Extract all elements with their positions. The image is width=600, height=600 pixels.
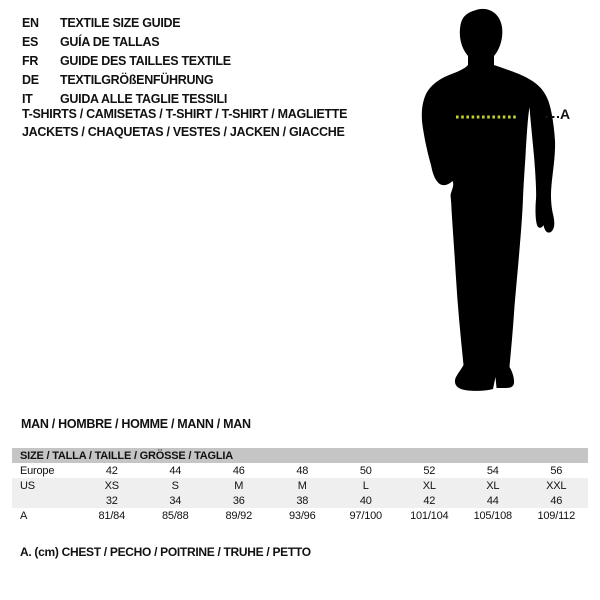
table-cell: 32 — [105, 494, 118, 507]
table-cell: 52 — [423, 464, 436, 477]
language-label: TEXTILGRÖßENFÜHRUNG — [60, 72, 214, 87]
language-code: EN — [22, 15, 39, 30]
table-cell: 97/100 — [349, 509, 382, 522]
language-code: ES — [22, 34, 39, 49]
table-cell: 54 — [486, 464, 499, 477]
table-cell: 42 — [105, 464, 118, 477]
language-label: GUIDA ALLE TAGLIE TESSILI — [60, 91, 228, 106]
language-label: TEXTILE SIZE GUIDE — [60, 15, 181, 30]
size-table — [12, 448, 588, 523]
table-cell: 44 — [169, 464, 182, 477]
table-cell: 101/104 — [410, 509, 449, 522]
language-row — [22, 51, 231, 70]
category-list — [22, 105, 347, 141]
size-table-header: SIZE / TALLA / TAILLE / GRÖSSE / TAGLIA — [12, 448, 588, 463]
table-row-us — [12, 478, 588, 493]
table-cell: 56 — [550, 464, 563, 477]
table-cell: 81/84 — [98, 509, 126, 522]
row-label: US — [20, 479, 35, 492]
language-code: IT — [22, 91, 33, 106]
table-cell: S — [171, 479, 179, 492]
section-title: MAN / HOMBRE / HOMME / MANN / MAN — [21, 417, 251, 431]
table-cell: 46 — [550, 494, 563, 507]
measurement-label-a: A — [560, 106, 570, 122]
measurement-footnote: A. (cm) CHEST / PECHO / POITRINE / TRUHE / PETTO — [20, 545, 311, 559]
table-cell: 42 — [423, 494, 436, 507]
table-cell: M — [297, 479, 307, 492]
category-jackets: JACKETS / CHAQUETAS / VESTES / JACKEN / GIACCHE — [22, 125, 345, 139]
table-cell: XS — [104, 479, 119, 492]
table-cell: 48 — [296, 464, 309, 477]
table-cell: 44 — [486, 494, 499, 507]
table-cell: L — [362, 479, 369, 492]
table-cell: 105/108 — [473, 509, 512, 522]
language-label: GUIDE DES TAILLES TEXTILE — [60, 53, 231, 68]
table-cell: 46 — [232, 464, 245, 477]
table-cell: 34 — [169, 494, 182, 507]
language-code: DE — [22, 72, 39, 87]
language-row — [22, 32, 231, 51]
table-cell: 89/92 — [225, 509, 253, 522]
category-tshirts: T-SHIRTS / CAMISETAS / T-SHIRT / T-SHIRT / MAGLIETTE — [22, 107, 348, 121]
language-list — [22, 13, 231, 108]
language-row — [22, 13, 231, 32]
table-cell: 85/88 — [161, 509, 189, 522]
table-cell: 38 — [296, 494, 309, 507]
row-label: Europe — [20, 464, 55, 477]
row-label: A — [20, 509, 28, 522]
table-cell: 109/112 — [537, 509, 576, 522]
man-silhouette — [398, 4, 578, 396]
table-row-chest-a — [12, 508, 588, 523]
language-label: GUÍA DE TALLAS — [60, 34, 160, 49]
table-cell: XXL — [546, 479, 567, 492]
table-cell: 36 — [232, 494, 245, 507]
table-cell: XL — [422, 479, 436, 492]
table-row-europe — [12, 463, 588, 478]
table-cell: M — [234, 479, 244, 492]
table-cell: 40 — [359, 494, 372, 507]
silhouette-path — [422, 9, 555, 391]
language-row — [22, 70, 231, 89]
man-silhouette-figure — [398, 4, 578, 396]
table-cell: 50 — [359, 464, 372, 477]
table-cell: XL — [486, 479, 500, 492]
table-row-numeric — [12, 493, 588, 508]
language-code: FR — [22, 53, 39, 68]
table-cell: 93/96 — [288, 509, 316, 522]
